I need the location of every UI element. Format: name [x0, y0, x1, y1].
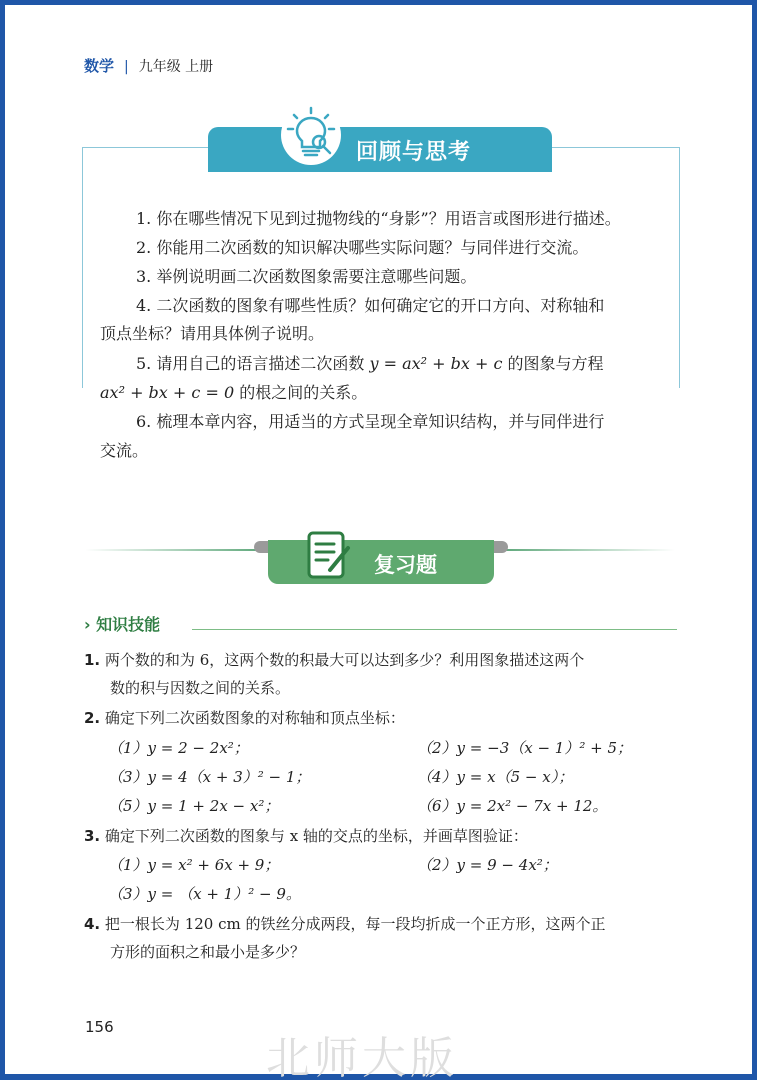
exercise-rule-right — [480, 549, 675, 551]
review-item-6: 6. 梳理本章内容，用适当的方式呈现全章知识结构，并与同伴进行 — [136, 412, 605, 431]
question-1-cont: 数的积与因数之间的关系。 — [110, 679, 291, 697]
question-4-cont: 方形的面积之和最小是多少？ — [110, 943, 306, 961]
question-2-item-6: （6）y = 2x² − 7x + 12。 — [417, 797, 608, 815]
review-title: 回顾与思考 — [356, 140, 472, 165]
header-subject: 数学 — [84, 57, 115, 75]
review-item-5: 5. 请用自己的语言描述二次函数 y = ax² + bx + c 的图象与方程 — [136, 354, 604, 373]
review-item-5-cont: ax² + bx + c = 0 的根之间的关系。 — [100, 383, 368, 402]
header-grade: 九年级 上册 — [138, 59, 214, 75]
question-2-item-3: （3）y = 4（x + 3）² − 1； — [108, 768, 311, 786]
question-3-item-1: （1）y = x² + 6x + 9； — [108, 856, 280, 874]
question-2-item-5: （5）y = 1 + 2x − x²； — [108, 797, 280, 815]
notebook-pen-icon — [306, 530, 354, 582]
review-item-4-cont: 顶点坐标？请用具体例子说明。 — [100, 324, 325, 343]
question-4: 4. 把一根长为 120 cm 的铁丝分成两段，每一段均折成一个正方形，这两个正 — [84, 915, 606, 933]
review-item-6-cont: 交流。 — [100, 441, 149, 460]
question-2-item-1: （1）y = 2 − 2x²； — [108, 739, 249, 757]
page-frame-top — [0, 0, 757, 5]
review-item-1: 1. 你在哪些情况下见到过抛物线的“身影”？用语言或图形进行描述。 — [136, 209, 621, 228]
review-item-4: 4. 二次函数的图象有哪些性质？如何确定它的开口方向、对称轴和 — [136, 296, 605, 315]
formula-equation: ax² + bx + c = 0 — [100, 383, 235, 402]
exercise-title: 复习题 — [374, 553, 437, 577]
question-2: 2. 确定下列二次函数图象的对称轴和顶点坐标： — [84, 709, 405, 727]
question-3: 3. 确定下列二次函数的图象与 x 轴的交点的坐标，并画草图验证： — [84, 827, 528, 845]
question-2-item-4: （4）y = x（5 − x）； — [417, 768, 574, 786]
page-frame-right — [752, 0, 757, 1080]
chevron-right-icon: › — [84, 615, 91, 634]
review-item-2: 2. 你能用二次函数的知识解决哪些实际问题？与同伴进行交流。 — [136, 238, 589, 257]
section-heading: › 知识技能 — [84, 615, 161, 634]
page-number: 156 — [85, 1018, 114, 1036]
formula-quadratic: y = ax² + bx + c — [369, 354, 503, 373]
running-header — [84, 55, 213, 76]
watermark: 北师大版 — [266, 1033, 458, 1084]
question-2-item-2: （2）y = −3（x − 1）² + 5； — [417, 739, 633, 757]
question-3-item-3: （3）y = （x + 1）² − 9。 — [108, 885, 301, 903]
review-item-3: 3. 举例说明画二次函数图象需要注意哪些问题。 — [136, 267, 477, 286]
page-frame-left — [0, 0, 5, 1080]
question-3-item-2: （2）y = 9 − 4x²； — [417, 856, 558, 874]
question-1: 1. 两个数的和为 6，这两个数的积最大可以达到多少？利用图象描述这两个 — [84, 651, 585, 669]
lightbulb-icon — [280, 104, 342, 166]
section-rule — [192, 629, 677, 630]
header-separator: | — [124, 59, 129, 75]
